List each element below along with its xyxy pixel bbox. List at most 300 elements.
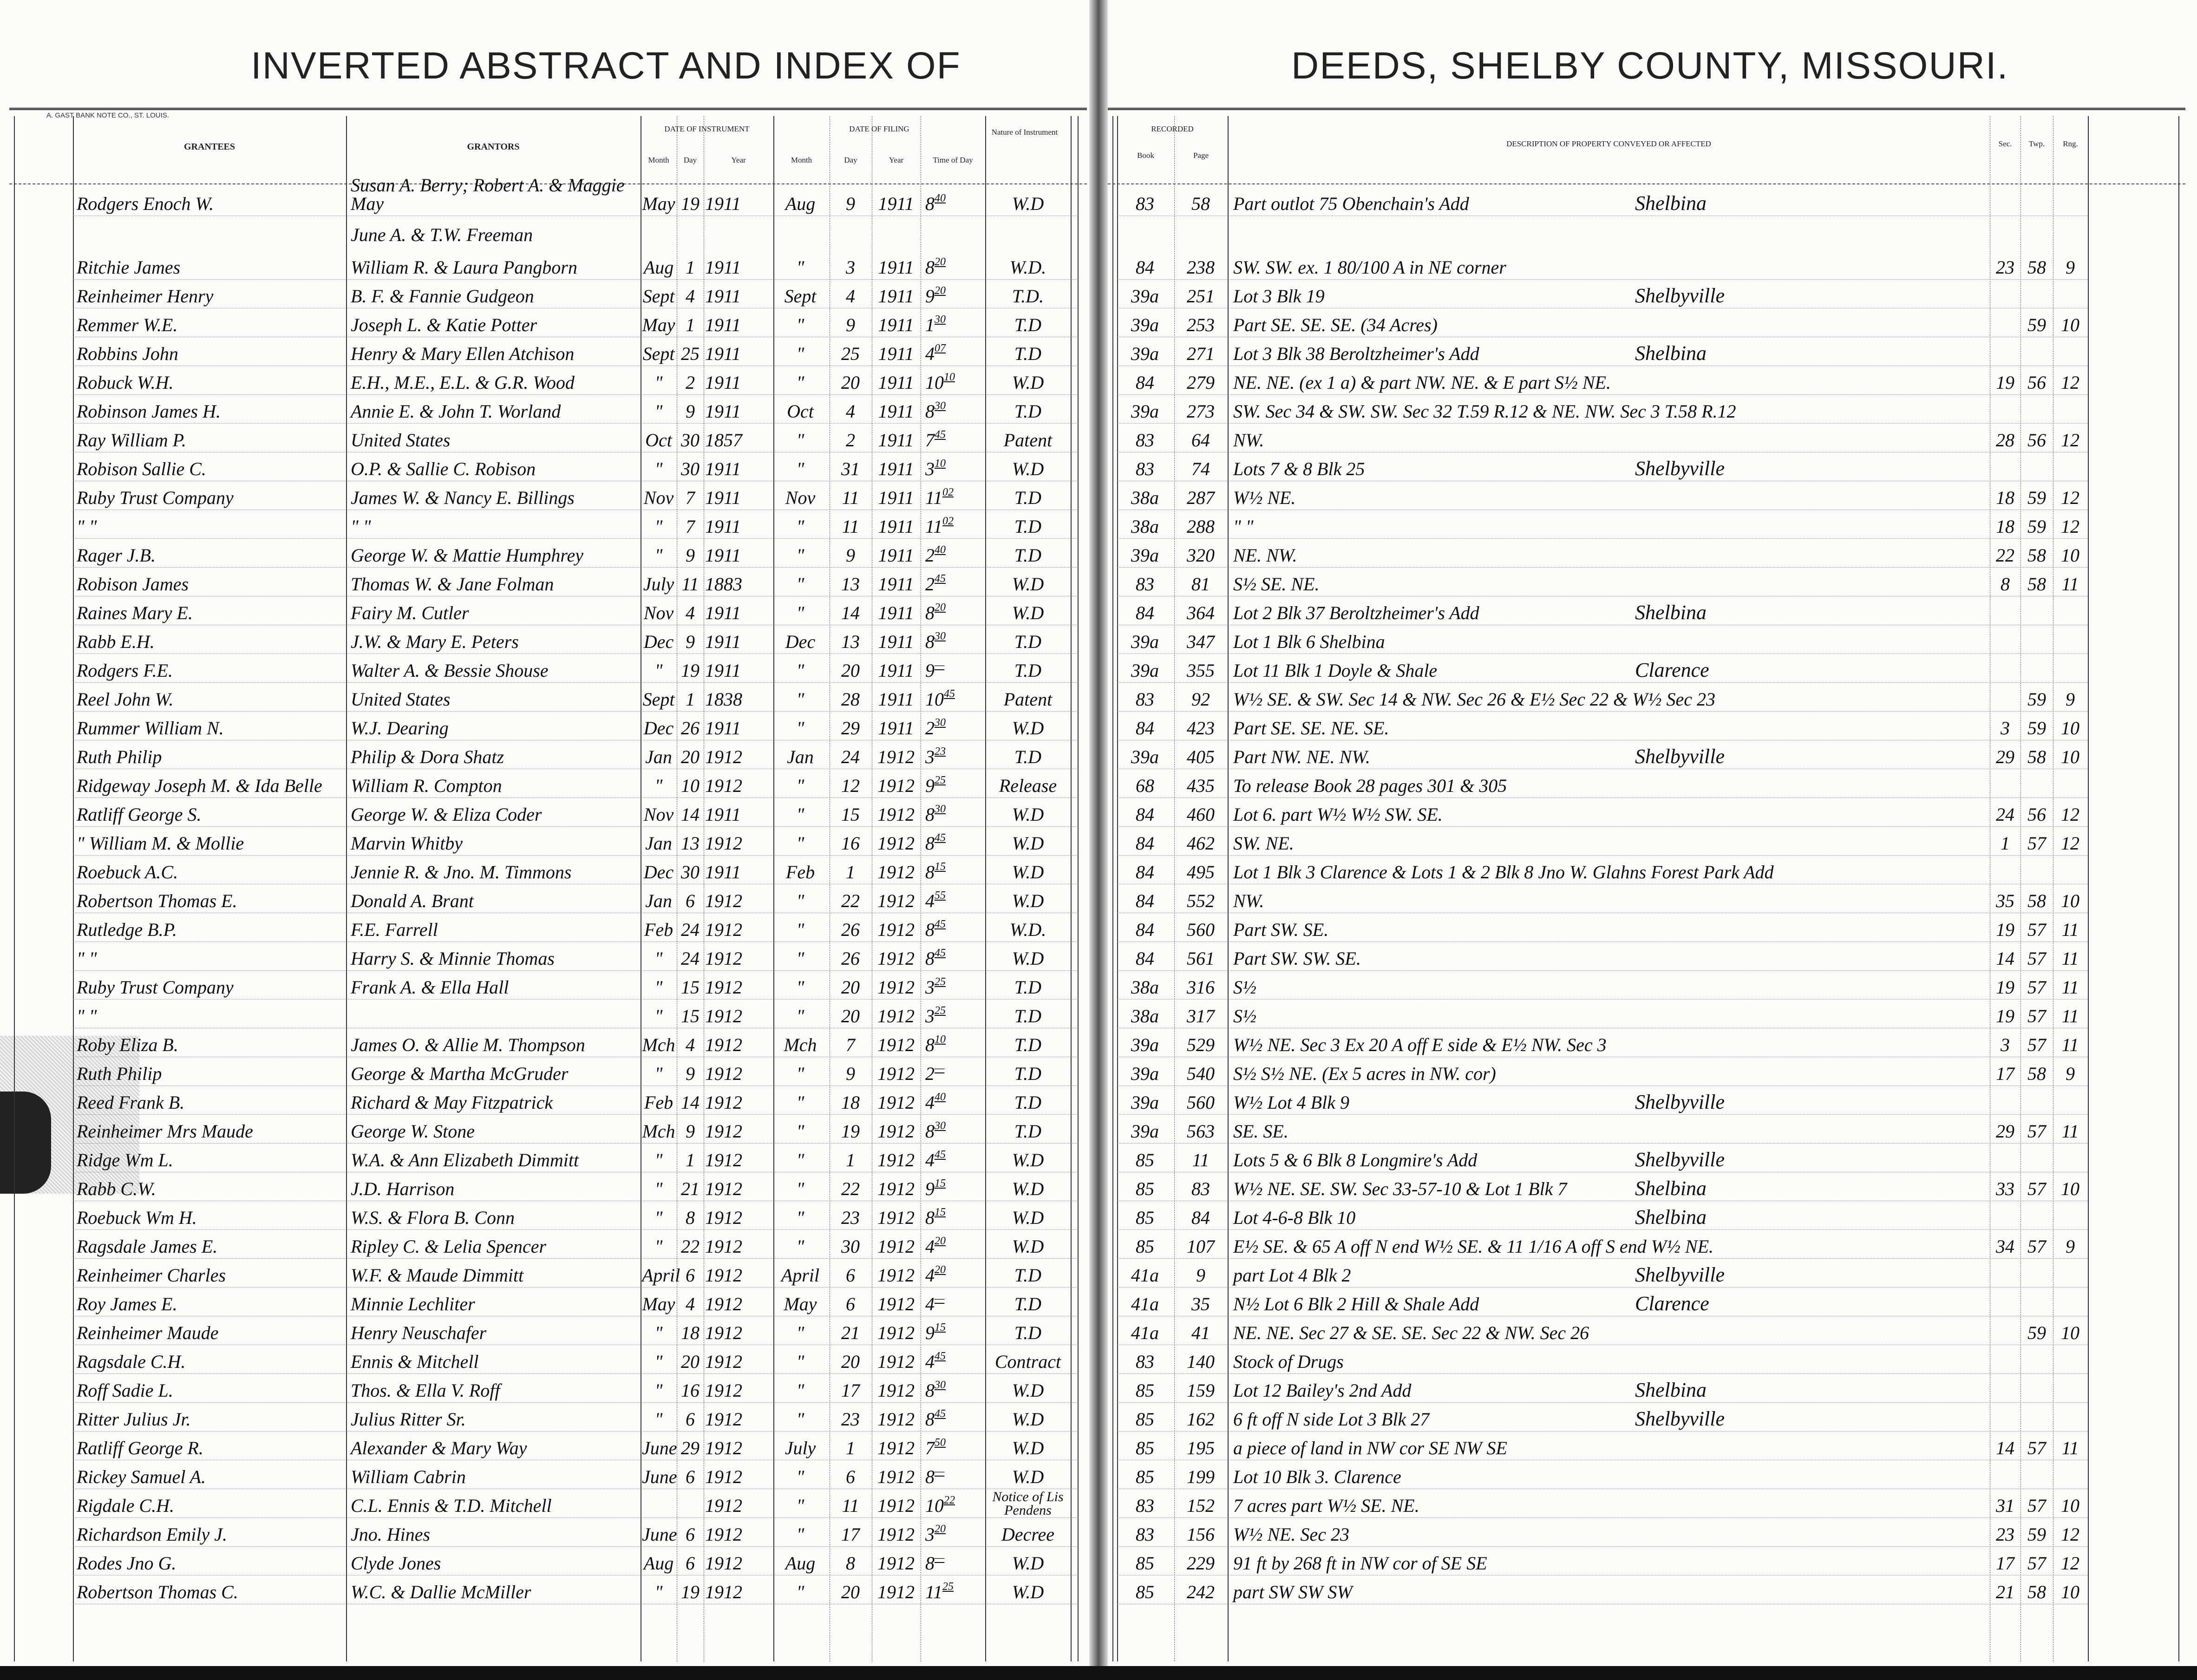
grantee-name: Ritter Julius Jr.	[77, 1409, 191, 1430]
grantor-name: George & Martha McGruder	[351, 1063, 569, 1084]
ledger-row	[0, 856, 2197, 884]
section: 3	[2001, 1034, 2010, 1055]
nature-of-instrument: W.D	[1012, 804, 1044, 825]
filing-day: 9	[846, 314, 855, 335]
township: 58	[2027, 1063, 2046, 1084]
time-of-day	[925, 1351, 983, 1371]
page-number: 229	[1187, 1553, 1215, 1574]
ledger-row	[0, 395, 2197, 424]
time-minutes: 25	[935, 976, 946, 988]
time-minutes: 30	[935, 1379, 946, 1391]
book-number: 84	[1136, 257, 1154, 278]
nature-of-instrument: W.D	[1012, 193, 1044, 214]
instrument-month: "	[654, 1207, 663, 1228]
time-of-day	[925, 1293, 983, 1314]
time-hour: 9	[925, 660, 935, 681]
time-hour: 2	[925, 718, 935, 739]
filing-day: 14	[841, 602, 860, 623]
ledger-row	[0, 308, 2197, 337]
filing-day: 22	[841, 1178, 860, 1199]
instrument-month: "	[654, 1150, 663, 1170]
instrument-month: "	[654, 545, 663, 566]
township: 57	[2027, 1178, 2046, 1199]
instrument-month: April	[642, 1265, 680, 1286]
time-of-day	[925, 1322, 983, 1342]
filing-year: 1912	[877, 1380, 915, 1401]
page-number: 9	[1196, 1265, 1205, 1286]
time-minutes: 15	[935, 1177, 946, 1190]
town-name: Shelbina	[1635, 601, 1707, 624]
time-hour: 3	[925, 746, 935, 767]
page-number: 271	[1187, 343, 1215, 364]
instrument-year: 1912	[705, 775, 742, 796]
filing-month: "	[796, 1092, 804, 1113]
instrument-day: 9	[686, 1063, 695, 1084]
instrument-day: 14	[681, 804, 700, 825]
book-number: 41a	[1131, 1265, 1159, 1286]
page-number: 242	[1187, 1582, 1215, 1602]
nature-of-instrument: T.D	[1014, 1006, 1042, 1026]
ledger-row	[0, 1432, 2197, 1460]
grantor-name: Thomas W. & Jane Folman	[351, 574, 554, 595]
grantee-name: Rutledge B.P.	[77, 919, 177, 940]
page-number: 152	[1187, 1495, 1215, 1516]
property-description: part SW SW SW	[1233, 1582, 1353, 1602]
time-minutes: 45	[935, 1350, 946, 1362]
property-description: Lot 10 Blk 3. Clarence	[1233, 1466, 1401, 1487]
instrument-month: May	[642, 1294, 675, 1314]
filing-day: 12	[841, 775, 860, 796]
scan-edge	[0, 1666, 2197, 1680]
grantor-name: Donald A. Brant	[351, 890, 474, 911]
book-number: 84	[1136, 948, 1154, 969]
time-hour: 8	[925, 1553, 935, 1574]
instrument-year: 1912	[705, 977, 742, 998]
instrument-year: 1912	[705, 1178, 742, 1199]
town-name: Shelbyville	[1635, 1091, 1725, 1113]
grantee-name: Ridgeway Joseph M. & Ida Belle	[77, 775, 322, 796]
instrument-year: 1912	[705, 1150, 742, 1170]
page-number: 316	[1187, 977, 1215, 998]
page-number: 35	[1191, 1294, 1210, 1314]
filing-year: 1912	[877, 1092, 915, 1113]
ledger-row	[0, 1230, 2197, 1259]
time-hour: 4	[925, 890, 935, 911]
nature-of-instrument: W.D	[1012, 574, 1044, 595]
grantee-name: Rickey Samuel A.	[77, 1466, 206, 1487]
page-number: 552	[1187, 890, 1215, 911]
time-of-day	[925, 372, 983, 392]
time-minutes: 40	[935, 544, 946, 556]
range: 9	[2066, 689, 2075, 710]
filing-year: 1912	[877, 977, 915, 998]
filing-day: 26	[841, 919, 860, 940]
filing-year: 1912	[877, 1006, 915, 1026]
range: 12	[2061, 804, 2079, 825]
property-description: Lot 3 Blk 19	[1233, 286, 1325, 307]
section: 14	[1996, 948, 2014, 969]
instrument-day: 10	[681, 775, 700, 796]
property-description: To release Book 28 pages 301 & 305	[1233, 775, 1507, 796]
instrument-month: Feb	[644, 1092, 673, 1113]
property-description: Part SE. SE. SE. (34 Acres)	[1233, 314, 1438, 335]
time-hour: 8	[925, 1380, 935, 1401]
grantee-name: Reinheimer Maude	[77, 1322, 219, 1343]
township: 59	[2027, 718, 2046, 739]
property-description: W½ NE.	[1233, 487, 1296, 508]
time-minutes: 30	[935, 1120, 946, 1132]
header-date-of-filing: DATE OF FILING	[849, 124, 909, 133]
instrument-day: 6	[686, 1466, 695, 1487]
filing-month: "	[796, 775, 804, 796]
instrument-year: 1912	[705, 1092, 742, 1113]
filing-day: 29	[841, 718, 860, 739]
instrument-year: 1912	[705, 1524, 742, 1545]
time-of-day	[925, 1207, 983, 1227]
page-number: 320	[1187, 545, 1215, 566]
book-number: 83	[1136, 1495, 1154, 1516]
instrument-month: June	[642, 1466, 677, 1487]
nature-of-instrument: T.D	[1014, 516, 1042, 537]
filing-day: 1	[846, 1150, 855, 1170]
printer-imprint: A. GAST BANK NOTE CO., ST. LOUIS.	[46, 111, 169, 119]
nature-of-instrument: W.D	[1012, 1438, 1044, 1458]
nature-of-instrument: W.D	[1012, 1178, 1044, 1199]
grantee-name: Rigdale C.H.	[77, 1495, 174, 1516]
town-name: Clarence	[1635, 659, 1709, 681]
grantee-name: Reinheimer Charles	[77, 1265, 226, 1286]
time-minutes: 30	[935, 717, 946, 729]
instrument-month: Sept	[642, 689, 675, 710]
filing-day: 20	[841, 1006, 860, 1026]
time-minutes: 25	[942, 1581, 954, 1593]
property-description: NE. NE. (ex 1 a) & part NW. NE. & E part S½ NE.	[1233, 372, 1611, 393]
filing-year: 1912	[877, 1236, 915, 1257]
header-nature: Nature of Instrument	[991, 128, 1058, 137]
ledger-row	[0, 884, 2197, 913]
book-number: 83	[1136, 430, 1154, 451]
time-of-day	[925, 314, 983, 334]
instrument-day: 4	[686, 602, 695, 623]
time-hour: 11	[925, 516, 943, 537]
nature-of-instrument: T.D	[1014, 487, 1042, 508]
grantee-name: " "	[77, 1006, 97, 1026]
filing-day: 13	[841, 631, 860, 652]
property-description: W½ SE. & SW. Sec 14 & NW. Sec 26 & E½ Sec 22 & W½ Sec 23	[1233, 689, 1715, 710]
ledger-row	[0, 1460, 2197, 1489]
nature-of-instrument: T.D	[1014, 1121, 1042, 1142]
book-number: 84	[1136, 804, 1154, 825]
book-number: 85	[1136, 1553, 1154, 1574]
book-number: 39a	[1131, 314, 1159, 335]
instrument-day: 8	[686, 1207, 695, 1228]
property-description: W½ NE. Sec 3 Ex 20 A off E side & E½ NW. Sec 3	[1233, 1034, 1607, 1055]
instrument-day: 9	[686, 631, 695, 652]
page-number: 162	[1187, 1409, 1215, 1430]
filing-year: 1912	[877, 1466, 915, 1487]
section: 18	[1996, 487, 2014, 508]
time-of-day	[925, 1495, 983, 1515]
page-number: 251	[1187, 286, 1215, 307]
grantor-name: Walter A. & Bessie Shouse	[351, 660, 549, 681]
page-number: 199	[1187, 1466, 1215, 1487]
section: 19	[1996, 919, 2014, 940]
range: 10	[2061, 314, 2079, 335]
time-hour: 8	[925, 1121, 935, 1142]
page-number: 288	[1187, 516, 1215, 537]
book-number: 85	[1136, 1380, 1154, 1401]
range: 12	[2061, 1524, 2079, 1545]
filing-day: 16	[841, 833, 860, 854]
header-date-of-instrument: DATE OF INSTRUMENT	[664, 124, 750, 133]
grantor-name: United States	[351, 430, 451, 451]
instrument-month: Jan	[645, 890, 672, 911]
section: 19	[1996, 977, 2014, 998]
header-inst-month: Month	[648, 156, 669, 164]
filing-year: 1912	[877, 1409, 915, 1430]
filing-month: April	[781, 1265, 820, 1286]
filing-month: "	[796, 343, 804, 364]
book-number: 85	[1136, 1438, 1154, 1458]
time-of-day	[925, 976, 983, 997]
grantor-name: Henry Neuschafer	[351, 1322, 487, 1343]
time-hour: 3	[925, 1524, 935, 1545]
filing-day: 13	[841, 574, 860, 595]
instrument-year: 1912	[705, 890, 742, 911]
instrument-day: 7	[686, 516, 695, 537]
ledger-row	[0, 1115, 2197, 1144]
ledger-row	[0, 769, 2197, 798]
instrument-month: Aug	[643, 1553, 674, 1574]
instrument-month: Feb	[644, 919, 673, 940]
time-of-day	[925, 832, 983, 853]
ledger-row	[0, 942, 2197, 971]
page-number: 460	[1187, 804, 1215, 825]
instrument-month: "	[654, 1063, 663, 1084]
range: 11	[2061, 948, 2079, 969]
town-name: Shelbina	[1635, 1379, 1707, 1401]
time-hour: 8	[925, 1409, 935, 1430]
range: 12	[2061, 487, 2079, 508]
instrument-year: 1911	[705, 314, 741, 335]
instrument-year: 1912	[705, 1265, 742, 1286]
time-hour: 4	[925, 1294, 935, 1314]
township: 57	[2027, 1034, 2046, 1055]
instrument-month: Nov	[643, 487, 674, 508]
grantee-name: Reinheimer Mrs Maude	[77, 1121, 253, 1142]
time-hour: 3	[925, 1006, 935, 1026]
instrument-year: 1911	[705, 516, 741, 537]
ledger-row	[0, 1028, 2197, 1057]
filing-month: "	[796, 372, 804, 393]
grantor-name: George W. & Mattie Humphrey	[351, 545, 584, 566]
section: 17	[1996, 1063, 2014, 1084]
book-number: 83	[1136, 1351, 1154, 1372]
nature-of-instrument: T.D	[1014, 977, 1042, 998]
section: 19	[1996, 1006, 2014, 1026]
nature-of-instrument: T.D	[1014, 1265, 1042, 1286]
ledger-row	[0, 798, 2197, 827]
time-of-day	[925, 193, 983, 213]
ledger-row	[0, 452, 2197, 481]
section: 19	[1996, 372, 2014, 393]
grantor-name: Richard & May Fitzpatrick	[351, 1092, 553, 1113]
instrument-year: 1911	[705, 487, 741, 508]
filing-year: 1912	[877, 948, 915, 969]
section: 14	[1996, 1438, 2014, 1458]
instrument-year: 1911	[705, 372, 741, 393]
property-description: Part NW. NE. NW.	[1233, 746, 1370, 767]
grantee-name: Rager J.B.	[77, 545, 156, 566]
township: 59	[2027, 487, 2046, 508]
ledger-row	[0, 1316, 2197, 1345]
time-of-day	[925, 1523, 983, 1544]
ledger-row	[0, 1547, 2197, 1575]
filing-month: "	[796, 977, 804, 998]
page-number: 159	[1187, 1380, 1215, 1401]
nature-of-instrument: W.D	[1012, 1409, 1044, 1430]
property-description: W½ Lot 4 Blk 9	[1233, 1092, 1349, 1113]
instrument-day: 6	[686, 1409, 695, 1430]
book-number: 84	[1136, 919, 1154, 940]
filing-month: "	[796, 1495, 804, 1516]
time-minutes: 55	[935, 889, 946, 902]
ledger-row	[0, 625, 2197, 654]
page-number: 462	[1187, 833, 1215, 854]
nature-of-instrument: W.D	[1012, 372, 1044, 393]
nature-of-instrument: Release	[999, 775, 1057, 796]
nature-of-instrument: T.D	[1014, 545, 1042, 566]
instrument-month: "	[654, 1178, 663, 1199]
town-name: Shelbyville	[1635, 457, 1725, 480]
header-recorded: RECORDED	[1151, 124, 1194, 133]
grantor-name: Jennie R. & Jno. M. Timmons	[351, 862, 572, 882]
grantor-name: Ennis & Mitchell	[351, 1351, 479, 1372]
time-of-day	[925, 343, 983, 363]
instrument-month: July	[643, 574, 674, 595]
filing-year: 1911	[878, 545, 914, 566]
header-time-of-day: Time of Day	[933, 156, 973, 164]
township: 56	[2027, 372, 2046, 393]
filing-day: 7	[846, 1034, 855, 1055]
instrument-year: 1912	[705, 1351, 742, 1372]
time-hour: 1	[925, 314, 935, 335]
section: 8	[2001, 574, 2010, 595]
ledger-row	[0, 740, 2197, 769]
page-number: 156	[1187, 1524, 1215, 1545]
time-of-day	[925, 1264, 983, 1285]
filing-year: 1911	[878, 516, 914, 537]
grantor-name: J.D. Harrison	[351, 1178, 455, 1199]
nature-of-instrument: W.D	[1012, 1582, 1044, 1602]
ledger-row	[0, 1403, 2197, 1432]
grantee-name: Reed Frank B.	[77, 1092, 185, 1113]
property-description: 6 ft off N side Lot 3 Blk 27	[1233, 1409, 1430, 1430]
grantee-name: Reinheimer Henry	[77, 286, 214, 307]
nature-of-instrument: W.D	[1012, 833, 1044, 854]
nature-of-instrument: W.D	[1012, 862, 1044, 882]
time-hour: 9	[925, 1322, 935, 1343]
time-of-day	[925, 256, 983, 277]
page-number: 107	[1187, 1236, 1215, 1257]
grantor-name: Ripley C. & Lelia Spencer	[351, 1236, 547, 1257]
instrument-month: June	[642, 1438, 677, 1458]
nature-of-instrument: W.D	[1012, 458, 1044, 479]
book-number: 39a	[1131, 631, 1159, 652]
time-of-day	[925, 1437, 983, 1458]
ledger-row	[0, 712, 2197, 740]
property-description: W½ NE. Sec 23	[1233, 1524, 1349, 1545]
instrument-year: 1912	[705, 1409, 742, 1430]
nature-of-instrument: Patent	[1003, 689, 1053, 710]
ledger-row	[0, 827, 2197, 856]
instrument-year: 1838	[705, 689, 742, 710]
range: 10	[2061, 718, 2079, 739]
nature-of-instrument: Patent	[1003, 430, 1053, 451]
instrument-day: 22	[681, 1236, 700, 1257]
page-number: 253	[1187, 314, 1215, 335]
instrument-day: 2	[686, 372, 695, 393]
grantor-name: B. F. & Fannie Gudgeon	[351, 286, 534, 307]
header-inst-day: Day	[683, 156, 697, 164]
time-minutes: 45	[935, 947, 946, 959]
time-hour: 8	[925, 602, 935, 623]
book-number: 83	[1136, 1524, 1154, 1545]
time-of-day	[925, 717, 983, 738]
nature-of-instrument: W.D	[1012, 1466, 1044, 1487]
instrument-day: 11	[681, 574, 699, 595]
filing-year: 1912	[877, 1150, 915, 1170]
instrument-year: 1911	[705, 660, 741, 681]
page-number: 238	[1187, 257, 1215, 278]
time-hour: 2	[925, 1063, 935, 1084]
filing-month: "	[796, 1582, 804, 1602]
section: 23	[1996, 257, 2014, 278]
time-of-day	[925, 631, 983, 651]
instrument-month: Nov	[643, 602, 674, 623]
section: 17	[1996, 1553, 2014, 1574]
property-description: S½ SE. NE.	[1233, 574, 1320, 595]
range: 10	[2061, 545, 2079, 566]
nature-of-instrument: T.D.	[1012, 286, 1044, 307]
filing-month: "	[796, 1236, 804, 1257]
township: 56	[2027, 430, 2046, 451]
page-number: 11	[1192, 1150, 1210, 1170]
page-number: 41	[1191, 1322, 1210, 1343]
page-number: 405	[1187, 746, 1215, 767]
grantee-name: Roebuck A.C.	[77, 862, 178, 882]
time-hour: 8	[925, 1034, 935, 1055]
book-number: 84	[1136, 890, 1154, 911]
book-number: 84	[1136, 833, 1154, 854]
filing-year: 1911	[878, 660, 914, 681]
property-description: W½ NE. SE. SW. Sec 33-57-10 & Lot 1 Blk 7	[1233, 1178, 1567, 1199]
grantee-name: Robertson Thomas E.	[77, 890, 237, 911]
instrument-month: June	[642, 1524, 677, 1545]
nature-of-instrument: T.D	[1014, 1063, 1042, 1084]
instrument-year: 1912	[705, 948, 742, 969]
header-rng: Rng.	[2063, 139, 2078, 148]
filing-year: 1912	[877, 1553, 915, 1574]
property-description: S½ S½ NE. (Ex 5 acres in NW. cor)	[1233, 1063, 1496, 1084]
ledger-row	[0, 337, 2197, 366]
range: 11	[2061, 977, 2079, 998]
filing-month: July	[785, 1438, 816, 1458]
filing-month: "	[796, 718, 804, 739]
filing-month: "	[796, 602, 804, 623]
page-number: 347	[1187, 631, 1215, 652]
filing-day: 11	[842, 1495, 859, 1516]
